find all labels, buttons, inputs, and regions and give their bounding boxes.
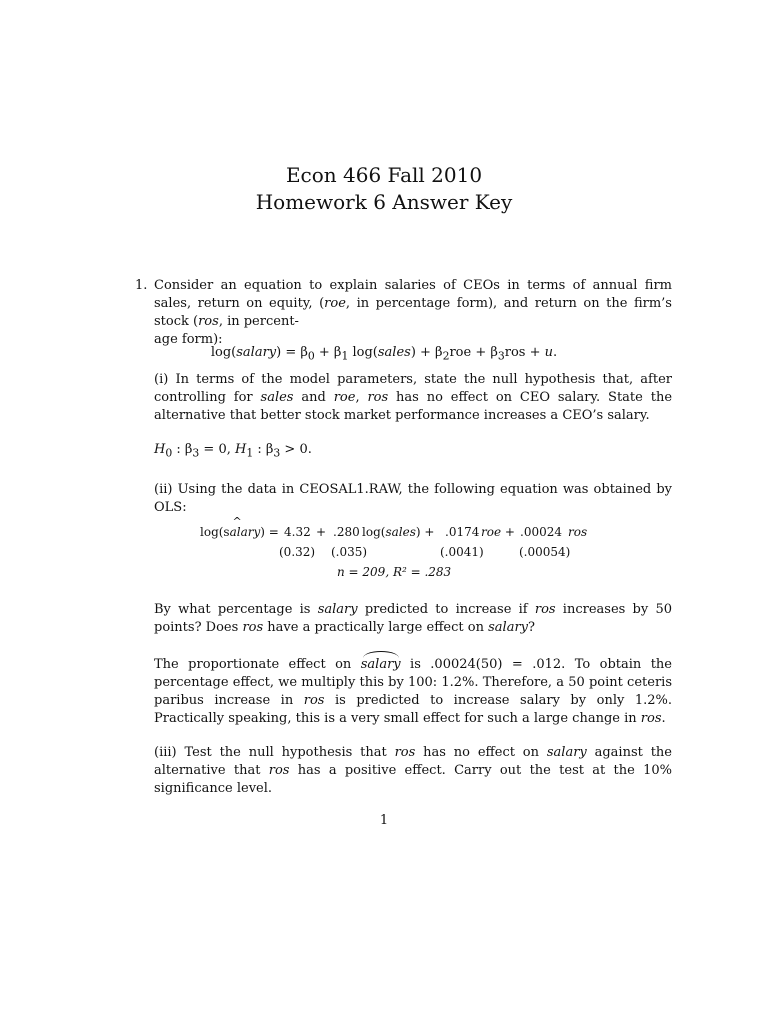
part-i-answer: $H_0$ : $\beta_3 = 0$, $H_1$ : $\beta_3 > 0$. (154, 442, 312, 460)
problem-intro (154, 277, 672, 349)
stderr-roe: (.0041) (440, 545, 484, 559)
page-number: 1 (379, 813, 389, 828)
model-equation: log(salary) = $\beta_0 + \beta_1$ log(sales) + $\beta_2roe + \beta_3ros + u$. (210, 345, 558, 363)
regression-sales-term: log(sales) + (362, 525, 435, 539)
document-title: Econ 466 Fall 2010 (285, 163, 483, 187)
part-ii-answer: The proportionate effect on salary is .00024(50) = .012. To obtain the percentage effect, we multiply this by 100: 1.2%. Therefore, a 50 point ceteris paribus increase in ros is predicted to increase salary by only 1.2%. Practically speaking, this is a very small effect for such a large change in ros. (154, 657, 672, 726)
problem-intro-text: Consider an equation to explain salaries of CEOs in terms of annual firm sales, return on equity, (roe, in percentage form), and return on the firm’s stock (ros, in percent- age form): (154, 278, 672, 347)
part-i-question: (i) In terms of the model parameters, state the null hypothesis that, after controlling for sales and roe, ros has no effect on CEO salary. State the alternative that better stock market performance increases a CEO’s salary. (154, 372, 673, 423)
regression-stats: n = 209, R² = .283 (337, 565, 452, 579)
stderr-ros: (.00054) (519, 545, 571, 559)
regression-intercept: 4.32 (284, 525, 311, 539)
regression-coef-ros: .00024 (520, 525, 562, 539)
stderr-sales: (.035) (331, 545, 368, 559)
regression-ros-term: ros (568, 525, 588, 539)
regression-coef-sales: .280 (333, 525, 360, 539)
regression-roe-term: roe + (481, 525, 515, 539)
part-iii-question: (iii) Test the null hypothesis that ros has no effect on salary against the alternative that ros has a positive effect. Carry out the test at the 10% significance level. (154, 745, 672, 796)
stderr-intercept: (0.32) (279, 545, 316, 559)
regression-plus: + (316, 525, 327, 539)
regression-coef-roe: .0174 (445, 525, 480, 539)
part-ii-question: (ii) Using the data in CEOSAL1.RAW, the following equation was obtained by OLS: (154, 482, 672, 515)
regression-lhs: log(s^ alary) = (200, 524, 279, 540)
part-ii-followup: By what percentage is salary predicted to increase if ros increases by 50 points? Does ros have a practically large effect on salary? (154, 602, 672, 635)
problem-number: 1. (135, 278, 148, 293)
document-subtitle: Homework 6 Answer Key (255, 190, 513, 214)
